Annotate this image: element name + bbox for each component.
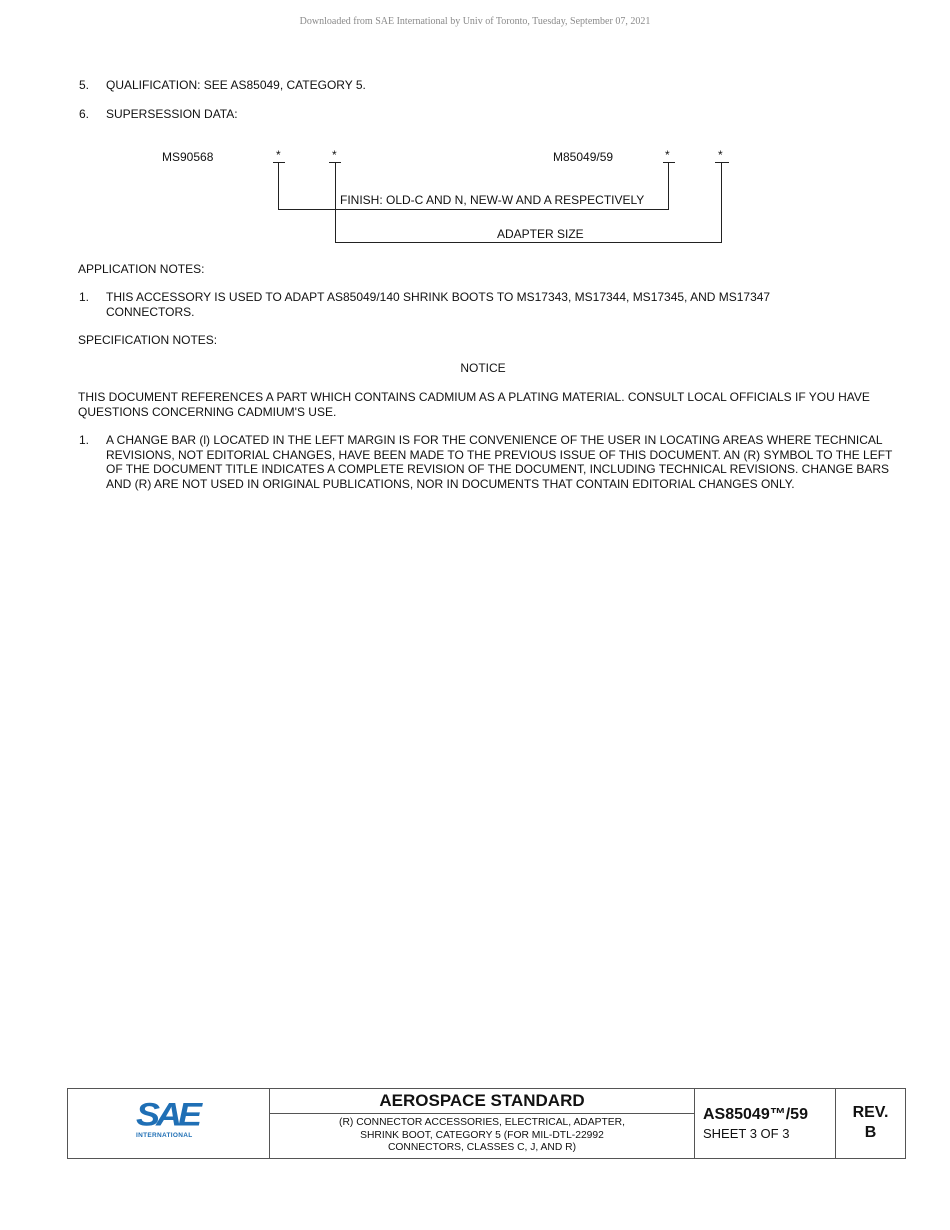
new-part-number: M85049/59 <box>553 150 614 164</box>
specification-note-text: A CHANGE BAR (l) LOCATED IN THE LEFT MARGIN IS FOR THE CONVENIENCE OF THE USER IN LOCATING AREAS WHERE TECHNICAL REVISIONS, NOT EDITORIAL CHANGES, HAVE BEEN MADE TO THE PREVIOUS ISSUE OF THIS DOCUMENT. AN (R) SYMBOL TO THE LEFT OF THE DOCUMENT TITLE INDICATES A COMPLETE REVISION OF THE DOCUMENT, INCLUDING TECHNICAL REVISIONS. CHANGE BARS AND (R) ARE NOT USED IN ORIGINAL PUBLICATIONS, NOR IN DOCUMENTS THAT CONTAIN EDITORIAL CHANGES ONLY. <box>106 433 893 491</box>
note-number: 1. <box>79 433 90 447</box>
placeholder-underline <box>273 162 285 163</box>
document-title-line: CONNECTORS, CLASSES C, J, AND R) <box>387 1142 577 1154</box>
supersession-heading: SUPERSESSION DATA: <box>106 107 238 121</box>
section-number: 6. <box>79 107 90 121</box>
logo-cell <box>68 1089 270 1158</box>
new-size-placeholder: * <box>718 148 723 162</box>
notice-text: THIS DOCUMENT REFERENCES A PART WHICH CONTAINS CADMIUM AS A PLATING MATERIAL. CONSULT LOCAL OFFICIALS IF YOU HAVE QUESTIONS CONCERNING CADMIUM'S USE. <box>78 390 870 419</box>
revision-cell <box>836 1089 905 1158</box>
note-number: 1. <box>79 290 90 304</box>
standard-heading: AEROSPACE STANDARD <box>270 1089 694 1114</box>
document-number-cell <box>695 1089 836 1158</box>
sae-logo-letters: SAE <box>136 1095 199 1133</box>
revision <box>836 1103 905 1143</box>
specification-notes-heading: SPECIFICATION NOTES: <box>78 333 218 347</box>
title-block <box>67 1088 906 1159</box>
notice-title: NOTICE <box>460 361 506 375</box>
placeholder-underline <box>715 162 729 163</box>
section-number: 5. <box>79 78 90 92</box>
size-bracket-right <box>721 163 722 243</box>
finish-bracket-right <box>668 163 669 210</box>
new-finish-placeholder: * <box>665 148 670 162</box>
sae-logo-subtitle: INTERNATIONAL <box>136 1132 193 1139</box>
document-number: AS85049™/59 <box>703 1106 808 1123</box>
placeholder-underline <box>663 162 675 163</box>
size-bracket-left <box>335 163 336 243</box>
document-title-line: (R) CONNECTOR ACCESSORIES, ELECTRICAL, ADAPTER, <box>339 1117 625 1128</box>
qualification-text: QUALIFICATION: SEE AS85049, CATEGORY 5. <box>106 78 366 92</box>
application-note-text: THIS ACCESSORY IS USED TO ADAPT AS85049/140 SHRINK BOOTS TO MS17343, MS17344, MS17345, AND MS17347 CONNECTORS. <box>106 290 771 319</box>
download-notice: Downloaded from SAE International by Univ of Toronto, Tuesday, September 07, 2021 <box>299 16 651 27</box>
old-size-placeholder: * <box>332 148 337 162</box>
document-title <box>270 1117 694 1155</box>
application-notes-heading: APPLICATION NOTES: <box>78 262 205 276</box>
size-label: ADAPTER SIZE <box>497 227 584 241</box>
old-finish-placeholder: * <box>276 148 281 162</box>
finish-bracket-left <box>278 163 279 210</box>
size-bracket-bottom <box>335 242 722 243</box>
document-title-line: SHRINK BOOT, CATEGORY 5 (FOR MIL-DTL-22992 <box>360 1129 604 1141</box>
finish-label: FINISH: OLD-C AND N, NEW-W AND A RESPECTIVELY <box>340 193 645 207</box>
sae-logo <box>136 1095 202 1139</box>
title-cell <box>270 1089 695 1158</box>
old-part-number: MS90568 <box>162 150 214 164</box>
finish-bracket-bottom <box>278 209 669 210</box>
revision-label: REV. <box>852 1104 889 1121</box>
revision-value: B <box>864 1124 877 1141</box>
sheet-number: SHEET 3 OF 3 <box>703 1126 790 1141</box>
